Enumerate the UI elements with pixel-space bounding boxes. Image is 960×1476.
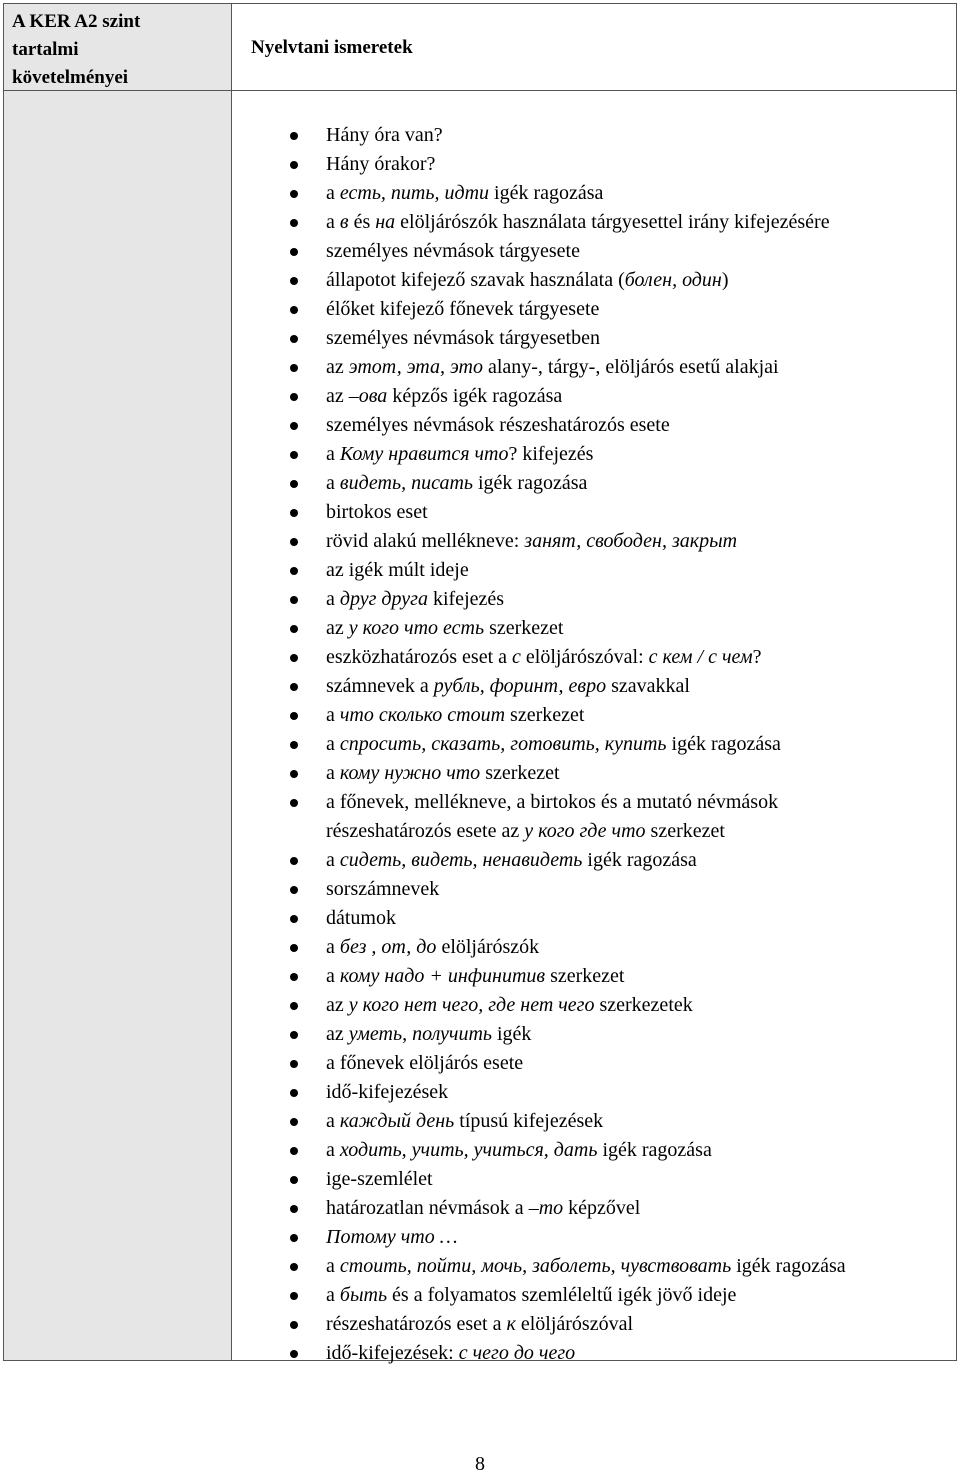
item-text: részeshatározós esete az <box>326 820 525 842</box>
list-item <box>232 1165 956 1194</box>
bullet-icon <box>290 1350 298 1358</box>
bullet-icon <box>290 248 298 256</box>
russian-term: с чего до чего <box>458 1342 576 1364</box>
bullet-icon <box>290 625 298 633</box>
item-text: a <box>326 965 340 987</box>
russian-term: у кого нет чего, где нет чего <box>348 994 595 1016</box>
list-item <box>232 1020 956 1049</box>
item-text: személyes névmások részeshatározós esete <box>326 414 670 436</box>
list-item <box>232 1136 956 1165</box>
list-item <box>232 237 956 266</box>
russian-term: у кого что есть <box>348 617 485 639</box>
bullet-icon <box>290 654 298 662</box>
bullet-icon <box>290 886 298 894</box>
item-text: szerkezet <box>505 704 585 726</box>
list-item <box>232 469 956 498</box>
bullet-icon <box>290 335 298 343</box>
item-text: és <box>348 211 376 233</box>
russian-term: болен, один <box>624 269 722 291</box>
item-text: a <box>326 472 340 494</box>
list-item <box>232 150 956 179</box>
russian-term: к <box>506 1313 516 1335</box>
item-text: igék <box>492 1023 532 1045</box>
bullet-icon <box>290 1292 298 1300</box>
list-item <box>232 817 956 846</box>
item-text: Hány órakor? <box>326 153 436 175</box>
item-text: a <box>326 1139 340 1161</box>
item-text: ) <box>721 269 729 291</box>
list-item <box>232 179 956 208</box>
table-header-row <box>4 4 956 91</box>
list-item <box>232 875 956 904</box>
bullet-icon <box>290 770 298 778</box>
item-text: az <box>326 356 349 378</box>
bullet-icon <box>290 712 298 720</box>
bullet-icon <box>290 509 298 517</box>
bullet-icon <box>290 219 298 227</box>
list-item <box>232 933 956 962</box>
bullet-icon <box>290 306 298 314</box>
list-item <box>232 440 956 469</box>
list-item <box>232 672 956 701</box>
list-item <box>232 904 956 933</box>
russian-term: –ова <box>348 385 388 407</box>
item-text: szerkezetek <box>594 994 693 1016</box>
russian-term: что сколько стоит <box>339 704 506 726</box>
list-item <box>232 759 956 788</box>
bullet-icon <box>290 277 298 285</box>
item-text: az <box>326 1023 349 1045</box>
item-text: elöljárószók használata tárgyesettel irány kifejezésére <box>395 211 830 233</box>
item-text: szavakkal <box>606 675 690 697</box>
bullet-icon <box>290 1031 298 1039</box>
item-text: dátumok <box>326 907 396 929</box>
list-item <box>232 730 956 759</box>
bullet-icon <box>290 451 298 459</box>
bullet-icon <box>290 1263 298 1271</box>
russian-term: ходить, учить, учиться, дать <box>339 1139 598 1161</box>
item-text: és a folyamatos szemléleltű igék jövő ideje <box>387 1284 737 1306</box>
item-text: képzővel <box>563 1197 641 1219</box>
item-text: igék ragozása <box>489 182 604 204</box>
item-text: állapotot kifejező szavak használata ( <box>326 269 625 291</box>
list-item <box>232 1194 956 1223</box>
list-item <box>232 556 956 585</box>
item-text: rövid alakú mellékneve: <box>326 530 525 552</box>
item-text: elöljárószóval <box>515 1313 634 1335</box>
russian-term: друг друга <box>339 588 428 610</box>
bullet-icon <box>290 1205 298 1213</box>
russian-term: кому надо + инфинитив <box>339 965 546 987</box>
item-text: alany-, tárgy-, elöljárós esetű alakjai <box>482 356 779 378</box>
russian-term: на <box>375 211 396 233</box>
item-text: határozatlan névmások a <box>326 1197 529 1219</box>
bullet-icon <box>290 1321 298 1329</box>
list-item <box>232 353 956 382</box>
item-text: az <box>326 994 349 1016</box>
item-text: a <box>326 1110 340 1132</box>
russian-term: в <box>339 211 349 233</box>
item-text: személyes névmások tárgyesetben <box>326 327 600 349</box>
bullet-icon <box>290 1176 298 1184</box>
item-text: birtokos eset <box>326 501 428 523</box>
item-text: a <box>326 182 340 204</box>
list-item <box>232 411 956 440</box>
bullet-icon <box>290 480 298 488</box>
bullet-icon <box>290 596 298 604</box>
list-item <box>232 266 956 295</box>
bullet-icon <box>290 364 298 372</box>
item-text: sorszámnevek <box>326 878 440 900</box>
bullet-icon <box>290 190 298 198</box>
item-text: a <box>326 733 340 755</box>
russian-term: этот, эта, это <box>348 356 483 378</box>
item-text: ? <box>752 646 762 668</box>
level-header-line-3: követelményei <box>12 67 129 88</box>
list-item <box>232 1281 956 1310</box>
grammar-topic-list <box>232 121 956 1368</box>
bullet-icon <box>290 161 298 169</box>
russian-term: занят, свободен, закрыт <box>524 530 738 552</box>
list-item <box>232 643 956 672</box>
item-text: kifejezés <box>427 588 505 610</box>
list-item <box>232 121 956 150</box>
level-requirements-header <box>4 4 232 90</box>
russian-term: Потому что … <box>326 1226 458 1248</box>
item-text: idő-kifejezések: <box>326 1342 459 1364</box>
item-text: a <box>326 849 340 871</box>
item-text: az <box>326 385 349 407</box>
item-text: személyes névmások tárgyesete <box>326 240 580 262</box>
bullet-icon <box>290 1118 298 1126</box>
level-header-line-1: A KER A2 szint <box>12 11 141 32</box>
item-text: igék ragozása <box>473 472 588 494</box>
russian-term: без , от, до <box>339 936 437 958</box>
list-item <box>232 846 956 875</box>
bullet-icon <box>290 393 298 401</box>
list-item <box>232 324 956 353</box>
bullet-icon <box>290 1234 298 1242</box>
item-text: az igék múlt ideje <box>326 559 469 581</box>
list-item <box>232 991 956 1020</box>
item-text: igék ragozása <box>666 733 781 755</box>
list-item <box>232 527 956 556</box>
russian-term: сидеть, видеть, ненавидеть <box>339 849 583 871</box>
item-text: Hány óra van? <box>326 124 443 146</box>
item-text: elöljárószóval: <box>520 646 649 668</box>
item-text: a <box>326 1255 340 1277</box>
item-text: a <box>326 762 340 784</box>
bullet-icon <box>290 1002 298 1010</box>
list-item <box>232 701 956 730</box>
russian-term: у кого где что <box>524 820 646 842</box>
item-text: igék ragozása <box>731 1255 846 1277</box>
bullet-icon <box>290 538 298 546</box>
russian-term: каждый день <box>339 1110 455 1132</box>
item-text: igék ragozása <box>597 1139 712 1161</box>
item-text: elöljárószók <box>436 936 540 958</box>
russian-term: есть, пить, идти <box>339 182 490 204</box>
grammar-knowledge-cell <box>232 91 956 1364</box>
grammar-knowledge-header: Nyelvtani ismeretek <box>251 37 413 58</box>
item-text: a <box>326 588 340 610</box>
list-item <box>232 1252 956 1281</box>
russian-term: рубль, форинт, евро <box>433 675 607 697</box>
list-item <box>232 1339 956 1368</box>
bullet-icon <box>290 799 298 807</box>
item-text: számnevek a <box>326 675 434 697</box>
list-item <box>232 1107 956 1136</box>
russian-term: –то <box>528 1197 564 1219</box>
list-item <box>232 1310 956 1339</box>
item-text: a <box>326 1284 340 1306</box>
item-text: a főnevek, mellékneve, a birtokos és a mutató névmások <box>326 791 779 813</box>
list-item <box>232 614 956 643</box>
item-text: élőket kifejező főnevek tárgyesete <box>326 298 600 320</box>
list-item <box>232 962 956 991</box>
bullet-icon <box>290 683 298 691</box>
item-text: szerkezet <box>480 762 560 784</box>
list-item <box>232 208 956 237</box>
item-text: szerkezet <box>484 617 564 639</box>
list-item <box>232 295 956 324</box>
item-text: eszközhatározós eset a <box>326 646 513 668</box>
list-item <box>232 498 956 527</box>
list-item <box>232 1049 956 1078</box>
item-text: ? kifejezés <box>508 443 594 465</box>
list-item <box>232 1078 956 1107</box>
list-item <box>232 585 956 614</box>
level-requirements-cell <box>4 91 232 1360</box>
item-text: képzős igék ragozása <box>387 385 563 407</box>
russian-term: быть <box>339 1284 388 1306</box>
bullet-icon <box>290 857 298 865</box>
russian-term: кому нужно что <box>339 762 481 784</box>
russian-term: Кому нравится что <box>339 443 509 465</box>
item-text: igék ragozása <box>582 849 697 871</box>
bullet-icon <box>290 422 298 430</box>
bullet-icon <box>290 915 298 923</box>
level-header-line-2: tartalmi <box>12 39 79 60</box>
bullet-icon <box>290 973 298 981</box>
bullet-icon <box>290 1060 298 1068</box>
item-text: ige-szemlélet <box>326 1168 433 1190</box>
bullet-icon <box>290 741 298 749</box>
russian-term: с <box>512 646 521 668</box>
item-text: a <box>326 211 340 233</box>
bullet-icon <box>290 1147 298 1155</box>
list-item <box>232 788 956 817</box>
item-text: a <box>326 704 340 726</box>
item-text: a <box>326 936 340 958</box>
bullet-icon <box>290 132 298 140</box>
russian-term: стоить, пойти, мочь, заболеть, чувствовать <box>339 1255 732 1277</box>
page-number: 8 <box>475 1453 485 1475</box>
russian-term: видеть, писать <box>339 472 473 494</box>
item-text: a <box>326 443 340 465</box>
russian-term: с кем / с чем <box>648 646 753 668</box>
item-text: szerkezet <box>645 820 725 842</box>
item-text: idő-kifejezések <box>326 1081 449 1103</box>
item-text: az <box>326 617 349 639</box>
item-text: részeshatározós eset a <box>326 1313 507 1335</box>
item-text: típusú kifejezések <box>454 1110 604 1132</box>
bullet-icon <box>290 1089 298 1097</box>
item-text: a főnevek elöljárós esete <box>326 1052 524 1074</box>
list-item <box>232 382 956 411</box>
bullet-icon <box>290 567 298 575</box>
list-item <box>232 1223 956 1252</box>
bullet-icon <box>290 944 298 952</box>
item-text: szerkezet <box>545 965 625 987</box>
requirements-table <box>3 3 957 1364</box>
russian-term: спросить, сказать, готовить, купить <box>339 733 667 755</box>
russian-term: уметь, получить <box>348 1023 492 1045</box>
